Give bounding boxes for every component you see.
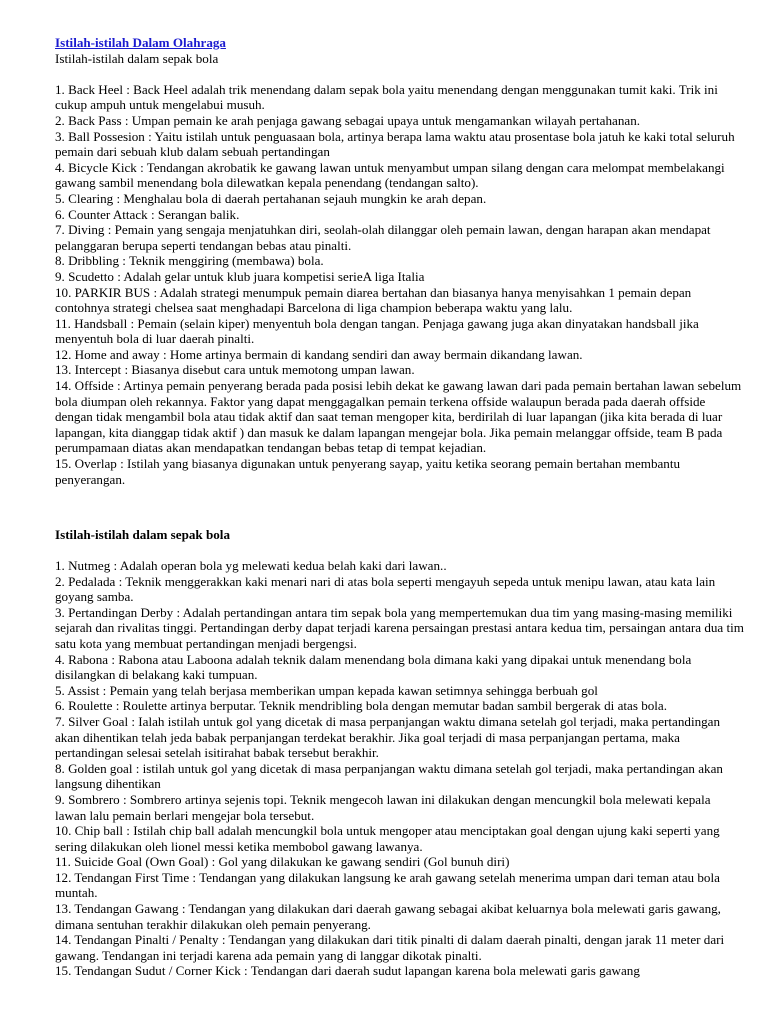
spacer (55, 503, 745, 527)
term-list-section-1 (55, 82, 745, 487)
term-item: 8. Golden goal : istilah untuk gol yang dicetak di masa perpanjangan waktu dimana setelah gol terjadi, maka pertandingan akan langsung dihentikan (55, 760, 723, 792)
term-item: 2. Back Pass : Umpan pemain ke arah penjaga gawang sebagai upaya untuk mengamankan wilayah pertahanan. (55, 112, 641, 128)
spacer (55, 66, 745, 82)
term-item: 5. Clearing : Menghalau bola di daerah pertahanan sejauh mungkin ke arah depan. (55, 190, 487, 206)
subtitle: Istilah-istilah dalam sepak bola (55, 50, 219, 66)
term-item: 9. Sombrero : Sombrero artinya sejenis topi. Teknik mengecoh lawan ini dilakukan dengan mencungkil bola melewati kepala lawan lalu pemain berlari mengejar bola tersebut. (55, 791, 711, 823)
term-item: 1. Back Heel : Back Heel adalah trik menendang dalam sepak bola yaitu menendang dengan menggunakan tumit kaki. Trik ini cukup ampuh untuk mengelabui musuh. (55, 81, 718, 113)
section-heading: Istilah-istilah dalam sepak bola (55, 526, 230, 542)
term-item: 14. Offside : Artinya pemain penyerang berada pada posisi lebih dekat ke gawang lawan dari pada pemain bertahan lawan sebelum bola diumpan oleh rekannya. Faktor yang dapat menggagalkan pemain terkena offside walaupun berada pada daerah offside dengan tidak mengambil bola atau tidak aktif dan saat teman mengoper kita, berdirilah di luar lapangan (jika kita berada di luar lapangan, kita dianggap tidak aktif ) dan masuk ke dalam lapangan mengejar bola. Jika pemain melanggar offside, team B pada perumpamaan diatas akan mendapatkan tendangan bebas tetap di tempat kejadian. (55, 378, 742, 456)
term-item: 4. Rabona : Rabona atau Laboona adalah teknik dalam menendang bola dimana kaki yang dipakai untuk menendang bola disilangkan di belakang kaki tumpuan. (55, 651, 692, 683)
term-item: 12. Tendangan First Time : Tendangan yang dilakukan langsung ke arah gawang setelah menerima umpan dari teman atau bola muntah. (55, 869, 720, 901)
article-title-link[interactable]: Istilah-istilah Dalam Olahraga (55, 35, 226, 50)
term-item: 1. Nutmeg : Adalah operan bola yg melewati kedua belah kaki dari lawan.. (55, 558, 447, 573)
term-item: 15. Tendangan Sudut / Corner Kick : Tendangan dari daerah sudut lapangan karena bola melewati garis gawang (55, 963, 640, 979)
term-item: 7. Silver Goal : Ialah istilah untuk gol yang dicetak di masa perpanjangan waktu dimana setelah gol terjadi, maka pertandingan akan dihentikan telah jeda babak perpanjangan terdekat berakhir. Jika goal terjadi di masa perpanjangan pertama, maka pertandingan selesai setelah isitirahat babak tersebut berakhir. (55, 713, 721, 761)
term-item: 5. Assist : Pemain yang telah berjasa memberikan umpan kepada kawan setimnya sehingga berbuah gol (55, 682, 598, 698)
term-item: 15. Overlap : Istilah yang biasanya digunakan untuk penyerang sayap, yaitu ketika seorang pemain bertahan membantu penyerangan. (55, 456, 681, 487)
term-item: 12. Home and away : Home artinya bermain di kandang sendiri dan away bermain dikandang lawan. (55, 346, 583, 362)
term-item: 11. Handsball : Pemain (selain kiper) menyentuh bola dengan tangan. Penjaga gawang juga akan dinyatakan handsball jika menyentuh bola di luar daerah pinalti. (55, 315, 699, 347)
term-item: 6. Roulette : Roulette artinya berputar. Teknik mendribling bola dengan memutar badan sambil bergerak di atas bola. (55, 698, 668, 714)
term-item: 3. Pertandingan Derby : Adalah pertandingan antara tim sepak bola yang mempertemukan dua tim yang masing-masing memiliki sejarah dan rivalitas tinggi. Pertandingan derby dapat terjadi karena persaingan prestasi antara kedua tim, persaingan antara dua tim satu kota yang membuat pertandingan menjadi bergengsi. (55, 604, 744, 651)
term-item: 9. Scudetto : Adalah gelar untuk klub juara kompetisi serieA liga Italia (55, 268, 425, 284)
term-item: 6. Counter Attack : Serangan balik. (55, 206, 240, 222)
term-item: 10. Chip ball : Istilah chip ball adalah mencungkil bola untuk mengoper atau menciptakan goal dengan ujung kaki seperti yang sering dilakukan oleh lionel messi ketika membobol gawang lawanya. (55, 823, 720, 854)
spacer (55, 487, 745, 503)
term-item: 14. Tendangan Pinalti / Penalty : Tendangan yang dilakukan dari titik pinalti di dalam daerah pinalti, dengan jarak 11 meter dari gawang. Tendangan ini terjadi karena ada pemain yang di langgar dikotak pinalti. (55, 932, 725, 963)
term-item: 7. Diving : Pemain yang sengaja menjatuhkan diri, seolah-olah dilanggar oleh pemain lawan, dengan harapan akan mendapat pelanggaran berupa seperti tendangan bebas atau pinalti. (55, 222, 711, 253)
document-page (55, 35, 745, 979)
term-item: 11. Suicide Goal (Own Goal) : Gol yang dilakukan ke gawang sendiri (Gol bunuh diri) (55, 854, 510, 870)
term-item: 8. Dribbling : Teknik menggiring (membawa) bola. (55, 253, 324, 269)
term-item: 13. Tendangan Gawang : Tendangan yang dilakukan dari daerah gawang sebagai akibat keluarnya bola melewati garis gawang, dimana sentuhan terakhir dilakukan oleh pemain penyerang. (55, 901, 721, 932)
term-list-section-2 (55, 558, 745, 979)
term-item: 10. PARKIR BUS : Adalah strategi menumpuk pemain diarea bertahan dan biasanya hanya menyisahkan 1 pemain depan contohnya strategi chelsea saat menghadapi Barcelona di liga champion beberapa waktu yang lalu. (55, 284, 692, 316)
spacer (55, 542, 745, 558)
term-item: 4. Bicycle Kick : Tendangan akrobatik ke gawang lawan untuk menyambut umpan silang dengan cara melompat membelakangi gawang sambil menendang bola dilewatkan kepala penendang (tendangan salto). (55, 159, 725, 191)
term-item: 3. Ball Possesion : Yaitu istilah untuk penguasaan bola, artinya berapa lama waktu atau prosentase bola jatuh ke kaki total seluruh pemain dari sebuah klub dalam sebuah pertandingan (55, 128, 735, 160)
term-item: 13. Intercept : Biasanya disebut cara untuk memotong umpan lawan. (55, 362, 415, 378)
term-item: 2. Pedalada : Teknik menggerakkan kaki menari nari di atas bola seperti mengayuh sepeda untuk menipu lawan, atau kata lain goyang samba. (55, 573, 716, 605)
